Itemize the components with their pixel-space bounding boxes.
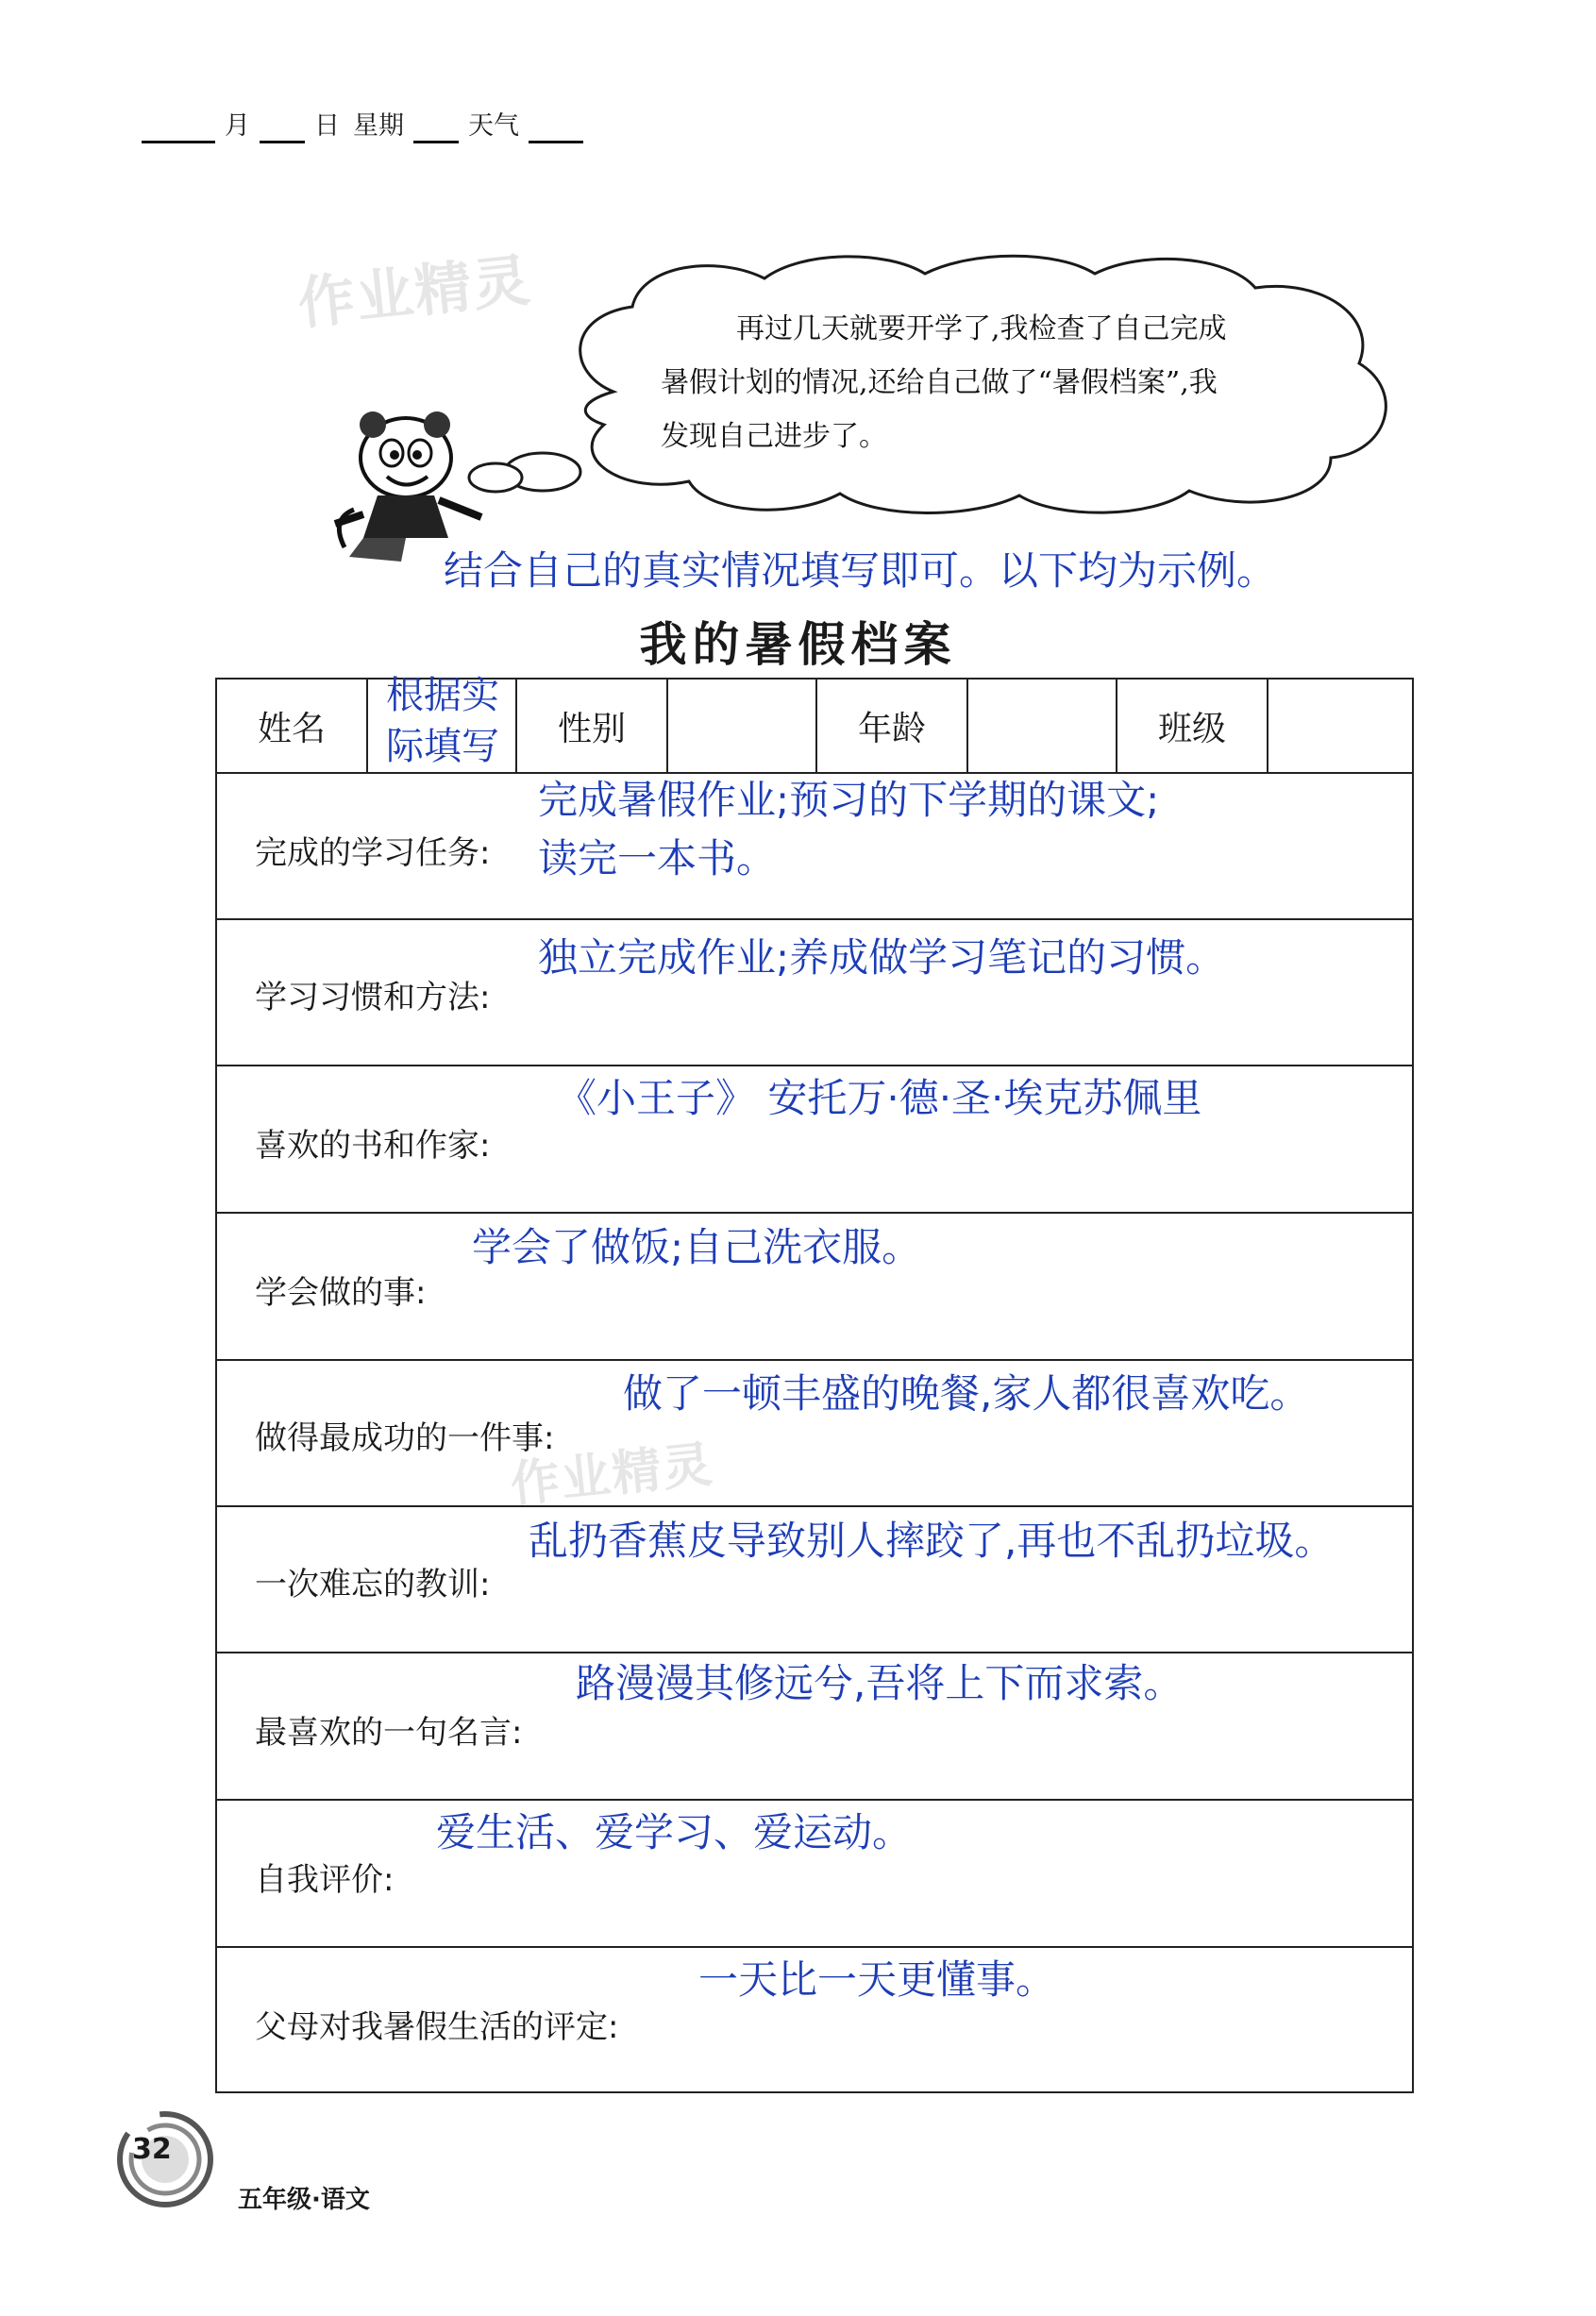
table-row[interactable] — [217, 772, 1412, 920]
row-answer: 完成暑假作业;预习的下学期的课文; — [538, 777, 1160, 823]
table-row[interactable] — [217, 1801, 1412, 1948]
row-label: 学习习惯和方法: — [255, 979, 491, 1016]
page-title: 我的暑假档案 — [639, 616, 957, 672]
archive-table — [215, 674, 1414, 2093]
row-label: 做得最成功的一件事: — [255, 1419, 555, 1457]
table-row[interactable] — [217, 1361, 1412, 1507]
weekday-label: 星期 — [353, 111, 404, 141]
row-answer: 路漫漫其修远兮,吾将上下而求索。 — [576, 1660, 1184, 1706]
table-row[interactable] — [217, 1066, 1412, 1214]
watermark: 作业精灵 — [294, 247, 535, 338]
age-label: 年龄 — [817, 680, 968, 772]
class-label: 班级 — [1117, 680, 1268, 772]
month-label: 月 — [225, 111, 250, 141]
row-label: 学会做的事: — [255, 1274, 427, 1312]
row-answer: 独立完成作业;养成做学习笔记的习惯。 — [538, 934, 1226, 981]
row-label: 最喜欢的一句名言: — [255, 1714, 523, 1752]
row-label: 父母对我暑假生活的评定: — [255, 2008, 619, 2046]
row-answer: 学会了做饭;自己洗衣服。 — [472, 1224, 922, 1270]
row-answer: 爱生活、爱学习、爱运动。 — [436, 1809, 913, 1855]
table-row[interactable] — [217, 1214, 1412, 1361]
weather-blank[interactable] — [529, 112, 583, 143]
table-row[interactable] — [217, 920, 1412, 1066]
row-label: 完成的学习任务: — [255, 834, 491, 872]
gender-label: 性别 — [517, 680, 668, 772]
speech-line: 发现自己进步了。 — [661, 420, 887, 453]
row-answer: 做了一顿丰盛的晚餐,家人都很喜欢吃。 — [623, 1370, 1310, 1417]
row-answer: 《小王子》 安托万·德·圣·埃克苏佩里 — [557, 1075, 1202, 1121]
row-answer: 读完一本书。 — [538, 835, 777, 881]
speech-line: 再过几天就要开学了,我检查了自己完成 — [736, 312, 1227, 345]
row-answer: 一天比一天更懂事。 — [698, 1956, 1056, 2003]
name-label: 姓名 — [217, 680, 368, 772]
month-blank[interactable] — [142, 112, 215, 143]
table-row[interactable] — [217, 1653, 1412, 1801]
speech-line: 暑假计划的情况,还给自己做了“暑假档案”,我 — [661, 366, 1218, 399]
grade-subject: 五年级·语文 — [238, 2186, 370, 2214]
hint-text: 结合自己的真实情况填写即可。以下均为示例。 — [444, 547, 1277, 594]
speech-text — [661, 302, 1340, 463]
age-cell[interactable] — [968, 680, 1117, 772]
day-label: 日 — [314, 111, 340, 141]
day-blank[interactable] — [260, 112, 305, 143]
row-label: 自我评价: — [255, 1861, 395, 1899]
row-label: 一次难忘的教训: — [255, 1566, 491, 1603]
weekday-blank[interactable] — [413, 112, 459, 143]
name-value: 根据实际填写 — [386, 674, 499, 768]
row-answer: 乱扔香蕉皮导致别人摔跤了,再也不乱扔垃圾。 — [529, 1518, 1335, 1564]
table-row[interactable] — [217, 1948, 1412, 2093]
date-line — [142, 106, 583, 143]
row-label: 喜欢的书和作家: — [255, 1127, 491, 1165]
watermark: 作业精灵 — [508, 1435, 717, 1515]
table-row[interactable] — [217, 1507, 1412, 1653]
weather-label: 天气 — [468, 111, 519, 141]
page-number: 32 — [132, 2133, 172, 2166]
gender-cell[interactable] — [668, 680, 817, 772]
class-cell[interactable] — [1268, 680, 1416, 772]
